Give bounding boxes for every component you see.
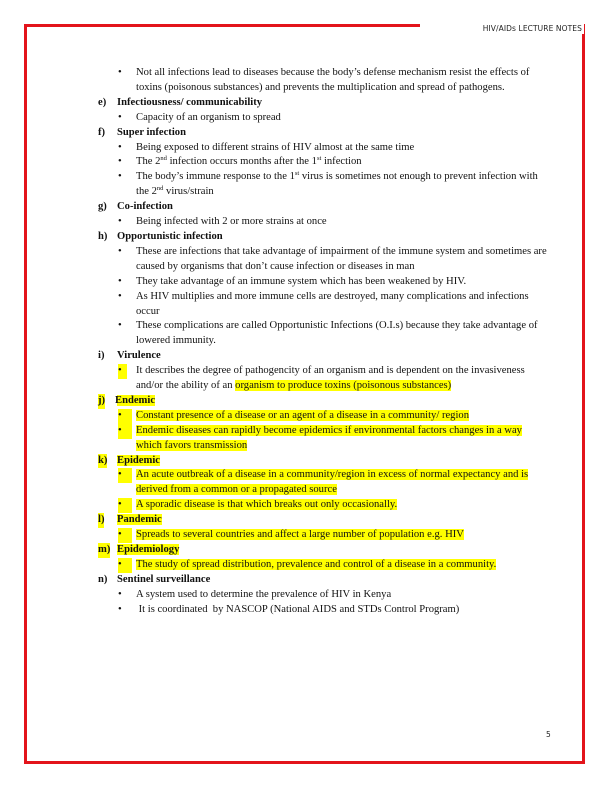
list-item: • Not all infections lead to diseases because the body’s defense mechanism resist the effects of toxins (poisonous substances) and prevents the multiplication and spread of pathogens. <box>118 67 530 93</box>
bullet-icon: • <box>118 141 122 153</box>
bullet-icon: • <box>118 528 132 543</box>
list-item <box>96 424 556 454</box>
list-item <box>96 409 556 424</box>
bullet-list <box>96 528 556 543</box>
bullet-list <box>96 364 556 394</box>
running-header: HIV/AIDs LECTURE NOTES <box>420 24 584 34</box>
bullet-icon: • <box>118 468 132 483</box>
bullet-list <box>96 409 556 454</box>
bullet-list <box>96 111 556 126</box>
section-epidemiology <box>96 543 556 573</box>
highlighted-text: An acute outbreak of a disease in a community/region in excess of normal expectancy and is derived from a common or a propagated source <box>136 469 529 496</box>
list-item: • They take advantage of an immune system which has been weakened by HIV. <box>96 275 556 290</box>
section-heading: n) Sentinel surveillance <box>98 573 211 585</box>
bullet-icon: • <box>118 67 122 78</box>
section-heading: m) Epidemiology <box>96 543 556 558</box>
section-heading: e) Infectiousness/ communicability <box>98 96 263 108</box>
list-item <box>96 155 556 170</box>
list-item: • These complications are called Opportunistic Infections (O.I.s) because they take advantage of lowered immunity. <box>118 320 538 347</box>
highlighted-text: A sporadic disease is that which breaks out only occasionally. <box>136 499 398 511</box>
list-item <box>96 528 556 543</box>
superscript-text: The body’s immune response to the 1st virus is sometimes not enough to prevent infection with the 2nd virus/strain <box>136 170 538 198</box>
bullet-icon: • <box>118 275 122 287</box>
highlighted-text: The study of spread distribution, prevalence and control of a disease in a community. <box>136 558 497 570</box>
superscript-text: The 2nd infection occurs months after the 1st infection <box>136 155 362 168</box>
section-heading: l) Pandemic <box>96 513 556 528</box>
bullet-icon: • <box>118 320 122 332</box>
section-infectiousness <box>96 96 556 126</box>
bullet-list <box>96 141 556 201</box>
bullet-icon: • <box>118 156 122 168</box>
highlighted-text: Endemic <box>115 394 156 406</box>
bullet-icon: • <box>118 558 132 573</box>
section-sentinel-surveillance <box>96 573 556 618</box>
section-heading: j) Endemic <box>96 394 556 409</box>
bullet-icon: • <box>118 409 132 424</box>
bullet-icon: • <box>118 290 122 302</box>
bullet-icon: • <box>118 498 132 513</box>
list-item: • Being exposed to different strains of HIV almost at the same time <box>96 141 556 156</box>
section-heading: i) Virulence <box>98 350 161 362</box>
list-item: • A system used to determine the prevalence of HIV in Kenya <box>96 588 556 603</box>
highlighted-text: Endemic diseases can rapidly become epidemics if environmental factors changes in a way which favors transmission <box>136 424 522 451</box>
highlighted-text: Epidemic <box>117 454 160 466</box>
list-item: • Being infected with 2 or more strains at once <box>96 215 556 230</box>
bullet-list <box>96 215 556 230</box>
bullet-icon: • <box>118 588 122 600</box>
section-heading: h) Opportunistic infection <box>98 230 223 242</box>
section-opportunistic-infection <box>96 230 556 349</box>
page-number: 5 <box>546 730 551 739</box>
list-item <box>96 558 556 573</box>
section-endemic <box>96 394 556 454</box>
bullet-list <box>96 245 556 349</box>
section-heading: k) Epidemic <box>96 454 556 469</box>
list-item <box>96 468 556 498</box>
bullet-icon: • <box>118 424 132 439</box>
bullet-icon: • <box>118 603 122 615</box>
bullet-list <box>96 468 556 513</box>
section-pandemic <box>96 513 556 543</box>
bullet-icon: • <box>118 364 127 379</box>
bullet-list <box>96 588 556 618</box>
highlighted-text: Epidemiology <box>117 544 180 555</box>
section-co-infection <box>96 200 556 230</box>
list-item: • These are infections that take advantage of impairment of the immune system and sometimes are caused by organisms that don’t cause infection or diseases in man <box>118 245 547 272</box>
bullet-list <box>96 558 556 573</box>
highlighted-text: organism to produce toxins (poisonous substances) <box>235 380 452 392</box>
list-item: • It is coordinated by NASCOP (National AIDS and STDs Control Program) <box>96 603 556 618</box>
list-item: • As HIV multiplies and more immune cells are destroyed, many complications and infections occur <box>118 290 529 317</box>
section-virulence <box>96 349 556 394</box>
section-heading: g) Co-infection <box>98 201 173 213</box>
list-item <box>96 498 556 513</box>
bullet-icon: • <box>118 111 122 123</box>
section-heading: f) Super infection <box>98 126 186 138</box>
list-item: • Capacity of an organism to spread <box>96 111 556 126</box>
highlighted-text: Pandemic <box>117 514 162 526</box>
page-content <box>96 66 556 618</box>
bullet-icon: • <box>118 171 122 183</box>
section-super-infection <box>96 126 556 201</box>
bullet-icon: • <box>118 245 122 257</box>
highlighted-text: Constant presence of a disease or an agent of a disease in a community/ region <box>136 409 470 421</box>
list-item <box>96 170 556 200</box>
intro-bullet-list <box>96 66 556 96</box>
section-epidemic <box>96 454 556 514</box>
list-item: • It describes the degree of pathogencity of an organism and is dependent on the invasiveness and/or the ability of an organism to produce toxins (poisonous substances) <box>118 365 525 392</box>
bullet-icon: • <box>118 216 122 228</box>
highlighted-text: Spreads to several countries and affect a large number of population e.g. HIV <box>136 529 464 541</box>
